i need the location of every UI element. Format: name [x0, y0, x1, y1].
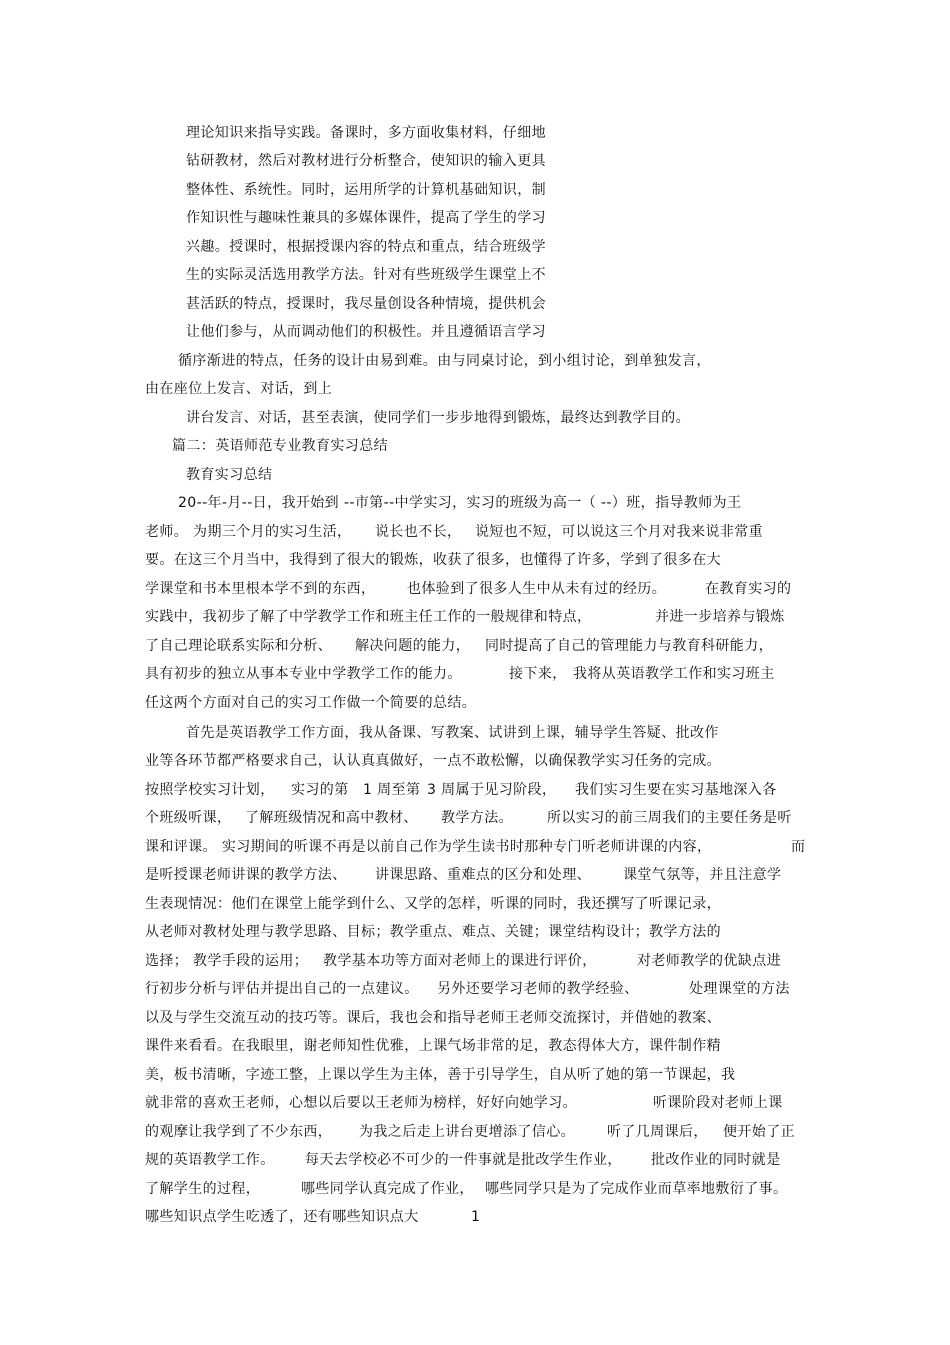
text-segment: 批改作业的同时就是: [651, 1152, 781, 1168]
text-line: 生表现情况：他们在课堂上能学到什么、又学的怎样，听课的同时，我还撰写了听课记录，: [145, 896, 721, 912]
text-segment: 按照学校实习计划，: [145, 782, 275, 798]
text-segment: 另外还要学习老师的教学经验、: [437, 981, 639, 997]
text-segment: 对老师教学的优缺点进: [637, 953, 781, 969]
text-line: 20--年-月--日，我开始到 --市第--中学实习，实习的班级为高一（ --）班，指导教师为王: [178, 495, 742, 511]
text-segment: 处理课堂的方法: [689, 981, 790, 997]
text-segment: 教学方法。: [441, 810, 513, 826]
text-segment: 所以实习的前三周我们的主要任务是听: [547, 810, 792, 826]
text-line: 由在座位上发言、对话，到上: [145, 381, 333, 397]
text-segment: 的观摩让我学到了不少东西，: [145, 1124, 333, 1140]
text-line: 兴趣。授课时，根据授课内容的特点和重点，结合班级学: [186, 239, 546, 255]
text-segment: 讲课思路、重难点的区分和处理、: [375, 867, 591, 883]
text-segment: 是听授课老师讲课的教学方法、: [145, 867, 347, 883]
section-title: 教育实习总结: [186, 467, 273, 483]
text-segment: 1 周至第: [363, 782, 421, 798]
text-line: 让他们参与，从而调动他们的积极性。并且遵循语言学习: [186, 324, 546, 340]
text-segment: 3 周属于见习阶段，: [427, 782, 557, 798]
text-segment: 学课堂和书本里根本学不到的东西，: [145, 581, 376, 597]
text-segment: 个班级听课，: [145, 810, 232, 826]
text-segment: 便开始了正: [723, 1124, 795, 1140]
text-segment: 接下来，: [509, 666, 567, 682]
text-line: 讲台发言、对话，甚至表演，使同学们一步步地得到锻炼，最终达到教学目的。: [186, 410, 690, 426]
text-segment: 实践中，我初步了解了中学教学工作和班主任工作的一般规律和特点，: [145, 609, 592, 625]
page-number: 1: [471, 1209, 481, 1225]
text-line: 甚活跃的特点，授课时，我尽量创设各种情境，提供机会: [186, 296, 546, 312]
text-segment: 了自己理论联系实际和分析、: [145, 638, 333, 654]
text-segment: 教学基本功等方面对老师上的课进行评价，: [323, 953, 597, 969]
text-line: 生的实际灵活选用教学方法。针对有些班级学生课堂上不: [186, 267, 546, 283]
text-line: 从老师对教材处理与教学思路、目标；教学重点、难点、关键；课堂结构设计；教学方法的: [145, 924, 721, 940]
text-line: 作知识性与趣味性兼具的多媒体课件，提高了学生的学习: [186, 210, 546, 226]
section-heading: 篇二：英语师范专业教育实习总结: [172, 438, 388, 454]
text-line: 循序渐进的特点，任务的设计由易到难。由与同桌讨论，到小组讨论，到单独发言，: [178, 353, 711, 369]
text-segment: 在教育实习的: [705, 581, 792, 597]
text-segment: 为我之后走上讲台更增添了信心。: [359, 1124, 575, 1140]
text-line: 以及与学生交流互动的技巧等。课后，我也会和指导老师王老师交流探讨，并借她的教案、: [145, 1010, 721, 1026]
text-line: 美，板书清晰，字迹工整，上课以学生为主体，善于引导学生，自从听了她的第一节课起，我: [145, 1067, 736, 1083]
text-segment: 我将从英语教学工作和实习班主: [573, 666, 775, 682]
text-line: 要。在这三个月当中，我得到了很大的锻炼，收获了很多，也懂得了许多，学到了很多在大: [145, 552, 721, 568]
text-segment: 并进一步培养与锻炼: [655, 609, 785, 625]
text-segment: 也体验到了很多人生中从未有过的经历。: [407, 581, 667, 597]
text-segment: 解决问题的能力，: [355, 638, 471, 654]
text-segment: 哪些同学认真完成了作业，: [301, 1181, 474, 1197]
text-segment: 听课阶段对老师上课: [653, 1095, 783, 1111]
text-segment: 规的英语教学工作。: [145, 1152, 275, 1168]
text-segment: 每天去学校必不可少的一件事就是批改学生作业，: [305, 1152, 622, 1168]
text-line: 课件来看看。在我眼里，谢老师知性优雅，上课气场非常的足，教态得体大方，课件制作精: [145, 1038, 721, 1054]
text-segment: 哪些知识点学生吃透了，还有哪些知识点大: [145, 1209, 419, 1225]
text-segment: 了解班级情况和高中教材、: [245, 810, 418, 826]
text-segment: 说短也不短，可以说这三个月对我来说非常重: [475, 524, 763, 540]
text-segment: 选择；: [145, 953, 189, 969]
text-segment: 就非常的喜欢王老师，心想以后要以王老师为榜样，好好向她学习。: [145, 1095, 577, 1111]
text-segment: 课堂气氛等，并且注意学: [623, 867, 782, 883]
text-segment: 我们实习生要在实习基地深入各: [575, 782, 777, 798]
text-segment: 课和评课。 实习期间的听课不再是以前自己作为学生读书时那种专门听老师讲课的内容，: [145, 839, 712, 855]
text-line: 理论知识来指导实践。备课时，多方面收集材料，仔细地: [186, 125, 546, 141]
text-line: 首先是英语教学工作方面，我从备课、写教案、试讲到上课，辅导学生答疑、批改作: [186, 725, 719, 741]
text-segment: 听了几周课后，: [607, 1124, 708, 1140]
text-line: 业等各环节都严格要求自己，认认真真做好，一点不敢松懈，以确保教学实习任务的完成。: [145, 753, 721, 769]
text-line: 钻研教材，然后对教材进行分析整合，使知识的输入更具: [186, 153, 546, 169]
text-segment: 哪些同学只是为了完成作业而草率地敷衍了事。: [485, 1181, 788, 1197]
text-segment: 老师。 为期三个月的实习生活，: [145, 524, 352, 540]
text-segment: 实习的第: [291, 782, 349, 798]
text-line: 任这两个方面对自己的实习工作做一个简要的总结。: [145, 695, 477, 711]
text-segment: 教学手段的运用；: [193, 953, 309, 969]
text-segment: 而: [791, 839, 806, 855]
text-segment: 了解学生的过程，: [145, 1181, 261, 1197]
text-segment: 同时提高了自己的管理能力与教育科研能力，: [485, 638, 773, 654]
text-segment: 说长也不长，: [375, 524, 462, 540]
text-segment: 行初步分析与评估并提出自己的一点建议。: [145, 981, 419, 997]
text-segment: 具有初步的独立从事本专业中学教学工作的能力。: [145, 666, 462, 682]
text-line: 整体性、系统性。同时，运用所学的计算机基础知识，制: [186, 182, 546, 198]
